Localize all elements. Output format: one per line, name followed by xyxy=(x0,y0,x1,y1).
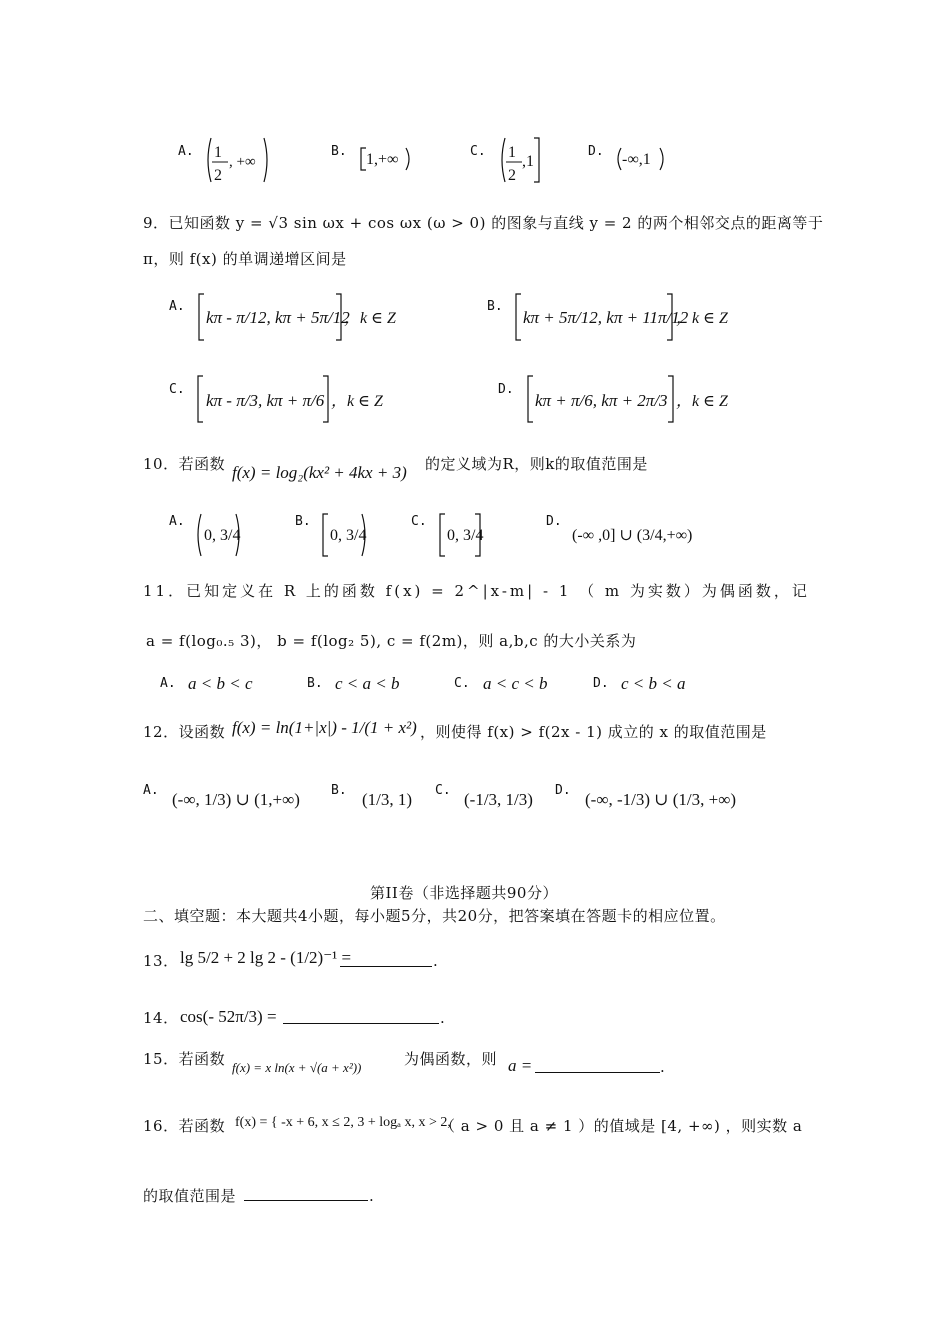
q9-stem-line2: π，则 f(x) 的单调递增区间是 xyxy=(143,250,347,268)
q8-b-text: 1,+∞ xyxy=(366,151,399,168)
q12-stem-suffix: ，则使得 f(x) > f(2x - 1) 成立的 x 的取值范围是 xyxy=(420,723,767,741)
q12-option-a-expr xyxy=(172,790,300,809)
q11-option-c-label: C. xyxy=(454,676,470,691)
q8-c-num: 1 xyxy=(508,144,516,161)
q15-function: f(x) = x ln(x + √(a + x²)) xyxy=(232,1060,362,1075)
q10-a-text: 0, 3/4 xyxy=(204,527,241,544)
q15-stem-prefix: 15．若函数 xyxy=(143,1050,226,1068)
q15-variable: a = xyxy=(508,1056,533,1075)
q9-stem-line1: 9．已知函数 y = √3 sin ωx + cos ωx (ω > 0) 的图象与直线 y = 2 的两个相邻交点的距离等于 xyxy=(143,214,824,232)
q9-d-text: kπ + π/6, kπ + 2π/3 xyxy=(535,391,668,410)
q13-answer-blank[interactable] xyxy=(340,950,432,971)
part2-instruction: 二、填空题：本大题共4小题，每小题5分，共20分，把答案填在答题卡的相应位置。 xyxy=(143,907,726,925)
q16-stem-prefix: 16．若函数 xyxy=(143,1117,226,1135)
q11-option-d-expr: c < b < a xyxy=(621,674,686,693)
q16-answer-blank[interactable] xyxy=(244,1184,368,1205)
q14-label: 14． xyxy=(143,1009,179,1027)
q12-option-c-label: C. xyxy=(435,783,451,798)
q13-label: 13． xyxy=(143,952,179,970)
q8-c-den: 2 xyxy=(508,167,516,184)
q11-option-c-expr: a < c < b xyxy=(483,674,548,693)
q13-end: . xyxy=(433,952,439,970)
q10-option-a-label: A. xyxy=(169,514,185,529)
q10-b-text: 0, 3/4 xyxy=(330,527,367,544)
q8-option-d-expr xyxy=(618,148,663,170)
q8-a-tail: , +∞ xyxy=(229,154,256,170)
q12-option-a-label: A. xyxy=(143,783,159,798)
q10-option-d-label: D. xyxy=(546,514,562,529)
q13-expression: lg 5/2 + 2 lg 2 - (1/2)⁻¹ = xyxy=(180,948,352,967)
q10-stem-prefix: 10．若函数 xyxy=(143,455,226,473)
q9-d-tail: ，k ∈ Z xyxy=(676,393,728,410)
q11-option-b-label: B. xyxy=(307,676,323,691)
q9-option-a-expr xyxy=(199,294,397,340)
q12-c-text: (-1/3, 1/3) xyxy=(464,790,533,809)
q9-c-tail: ，k ∈ Z xyxy=(331,393,383,410)
q11-option-d-label: D. xyxy=(593,676,609,691)
q14-expression: cos(- 52π/3) = xyxy=(180,1007,277,1026)
q12-option-b-label: B. xyxy=(331,783,347,798)
q12-option-d-expr xyxy=(585,790,736,809)
q9-option-b-expr xyxy=(516,294,729,340)
q8-option-b-expr xyxy=(361,148,409,170)
q12-d-text: (-∞, -1/3) ∪ (1/3, +∞) xyxy=(585,790,736,809)
q9-a-text: kπ - π/12, kπ + 5π/12 xyxy=(206,308,350,327)
q14-end: . xyxy=(440,1009,446,1027)
q10-option-a-expr xyxy=(198,514,240,556)
q10-option-d-expr xyxy=(572,527,692,544)
q12-function: f(x) = ln(1+|x|) - 1/(1 + x²) xyxy=(232,718,417,737)
q12-stem-prefix: 12．设函数 xyxy=(143,723,226,741)
q11-stem-line2: a = f(log₀.₅ 3)， b = f(log₂ 5), c = f(2m)，则 a,b,c 的大小关系为 xyxy=(146,632,637,650)
q9-a-tail: ，k ∈ Z xyxy=(344,310,396,327)
q16-piecewise-function: f(x) = { -x + 6, x ≤ 2, 3 + logₐ x, x > 2, xyxy=(235,1115,451,1130)
q10-c-text: 0, 3/4 xyxy=(447,527,484,544)
q10-option-c-label: C. xyxy=(411,514,427,529)
q16-stem-line2: 的取值范围是 xyxy=(143,1187,237,1205)
q15-end: . xyxy=(660,1058,666,1076)
q8-option-c-label: C. xyxy=(470,144,486,159)
q10-stem-suffix: 的定义域为R，则k的取值范围是 xyxy=(425,455,648,473)
q8-option-d-label: D. xyxy=(588,144,604,159)
q10-option-b-expr xyxy=(323,514,366,556)
q11-stem-line1: 11．已知定义在 R 上的函数 f(x) = 2^|x-m| - 1 （ m 为实数）为偶函数，记 xyxy=(143,582,810,600)
q10-option-b-label: B. xyxy=(295,514,311,529)
q8-d-text: -∞,1 xyxy=(622,151,651,168)
part2-title: 第II卷（非选择题共90分） xyxy=(370,884,558,902)
q16-condition: （ a > 0 且 a ≠ 1 ）的值域是 [4, +∞) ，则实数 a xyxy=(440,1117,803,1135)
q9-option-b-label: B. xyxy=(487,299,503,314)
q10-function: f(x) = log₂(kx² + 4kx + 3) xyxy=(232,463,407,482)
q16-end: . xyxy=(369,1187,375,1205)
q9-c-text: kπ - π/3, kπ + π/6 xyxy=(206,391,325,410)
q9-option-d-label: D. xyxy=(498,382,514,397)
q8-option-c-expr xyxy=(502,138,539,184)
q12-option-b-expr xyxy=(362,790,412,809)
q11-option-a-expr: a < b < c xyxy=(188,674,253,693)
q8-a-num: 1 xyxy=(214,144,222,161)
q8-option-b-label: B. xyxy=(331,144,347,159)
q12-b-text: (1/3, 1) xyxy=(362,790,413,809)
q15-stem-mid: 为偶函数，则 xyxy=(404,1050,498,1068)
q12-option-c-expr xyxy=(464,790,533,809)
q10-d-text: (-∞ ,0] ∪ (3/4,+∞) xyxy=(572,527,693,544)
q9-b-text: kπ + 5π/12, kπ + 11π/12 xyxy=(523,308,689,327)
q9-option-c-expr xyxy=(198,376,384,422)
q8-a-den: 2 xyxy=(214,167,222,184)
q12-option-d-label: D. xyxy=(555,783,571,798)
q11-option-b-expr: c < a < b xyxy=(335,674,400,693)
q8-c-tail: ,1 xyxy=(522,153,534,170)
q9-b-tail: ，k ∈ Z xyxy=(676,310,728,327)
q15-answer-blank[interactable] xyxy=(535,1056,660,1077)
q14-answer-blank[interactable] xyxy=(283,1007,439,1028)
q9-option-d-expr xyxy=(528,376,729,422)
q11-option-a-label: A. xyxy=(160,676,176,691)
q9-option-a-label: A. xyxy=(169,299,185,314)
q9-option-c-label: C. xyxy=(169,382,185,397)
q12-a-text: (-∞, 1/3) ∪ (1,+∞) xyxy=(172,790,300,809)
q8-option-a-label: A. xyxy=(178,144,194,159)
q10-option-c-expr xyxy=(440,514,483,556)
q8-option-a-expr xyxy=(208,138,267,184)
